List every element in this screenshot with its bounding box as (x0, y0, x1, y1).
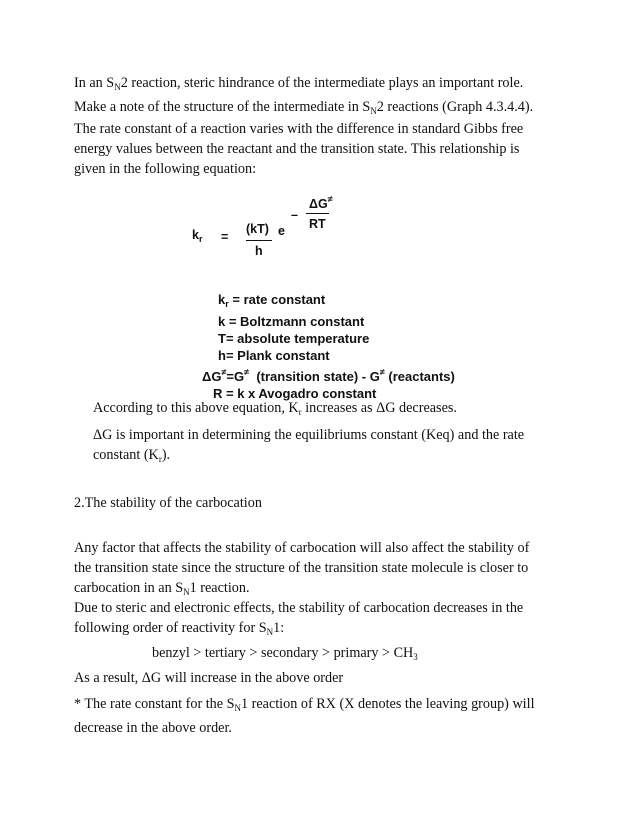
superscript: ≠ (379, 367, 385, 377)
paragraph-line: Any factor that affects the stability of carbocation will also affect the stability of (74, 540, 530, 556)
text-span: (reactants) (384, 369, 455, 384)
equation-exp-numerator (309, 194, 333, 211)
definition-item (202, 291, 502, 313)
text-span: In an S (74, 75, 115, 91)
definition-item: k = Boltzmann constant (218, 314, 365, 329)
paragraph-line: energy values between the reactant and the transition state. This relationship is (74, 141, 520, 157)
definition-item: T= absolute temperature (218, 331, 370, 346)
text-span: increases as ΔG decreases. (301, 400, 457, 416)
subscript: r (298, 407, 302, 417)
paragraph-line: given in the following equation: (74, 161, 257, 177)
paragraph-line: decrease in the above order. (74, 720, 232, 736)
paragraph-line (74, 97, 533, 121)
reactivity-order (152, 643, 418, 667)
paragraph-line (74, 73, 533, 97)
equation-kr (192, 228, 202, 244)
subscript: N (114, 82, 121, 92)
text-span: 1 reaction. (189, 580, 250, 596)
superscript: ≠ (221, 367, 227, 377)
text-span: carbocation in an S (74, 580, 184, 596)
paragraph-steric-electronic (74, 598, 523, 642)
subscript: N (234, 703, 241, 713)
subscript: N (266, 627, 274, 637)
paragraph-line: Due to steric and electronic effects, the stability of carbocation decreases in the (74, 600, 524, 616)
text-span: (transition state) - G (249, 369, 380, 384)
paragraph-line (74, 618, 523, 642)
text-span: benzyl > tertiary > secondary > primary > CH (152, 645, 414, 661)
subscript: N (183, 587, 190, 597)
equation-minus: – (291, 208, 298, 222)
equation-denominator: h (255, 244, 263, 258)
paragraph-delta-g-increase: As a result, ΔG will increase in the above order (74, 670, 344, 686)
superscript: ≠ (327, 194, 333, 204)
paragraph-line: The rate constant of a reaction varies with the difference in standard Gibbs free (74, 121, 524, 137)
text-span: 2 reaction, steric hindrance of the intermediate plays an important role. (120, 75, 524, 91)
text-span: * The rate constant for the S (74, 696, 235, 712)
text-span: ΔG (202, 369, 222, 384)
text-span: ΔG (309, 197, 328, 211)
equation-exp-denominator: RT (309, 217, 326, 231)
paragraph-line: the transition state since the structure of the transition state molecule is closer to (74, 560, 529, 576)
text-span: Make a note of the structure of the intermediate in S (74, 99, 371, 115)
paragraph-rate-constant (74, 119, 523, 179)
paragraph-carbocation-factor (74, 538, 529, 602)
equation-fraction-bar (246, 240, 272, 241)
equation-numerator: (kT) (246, 222, 269, 236)
section-heading: 2.The stability of the carbocation (74, 495, 262, 511)
paragraph-line (74, 694, 535, 718)
subscript: r (158, 454, 162, 464)
definition-item: R = k x Avogadro constant (213, 386, 377, 401)
paragraph-delta-g (93, 425, 524, 469)
text-span: According to this above equation, K (93, 400, 299, 416)
equation-e: e (278, 224, 285, 238)
superscript: ≠ (244, 367, 250, 377)
definition-item: h= Plank constant (218, 348, 330, 363)
equation-exp-bar (306, 213, 329, 214)
definitions-list (202, 291, 502, 402)
equation-equals: = (221, 230, 229, 244)
text-span: = rate constant (228, 292, 326, 307)
paragraph-kr-increase (93, 398, 457, 422)
text-span: 1: (273, 620, 285, 636)
paragraph-line: ΔG is important in determining the equilibriums constant (Keq) and the rate (93, 427, 525, 443)
text-span: 2 reactions (Graph 4.3.4.4). (376, 99, 534, 115)
text-span: ). (161, 447, 171, 463)
text-span: =G (226, 369, 245, 384)
subscript: 3 (413, 652, 418, 662)
subscript: r (225, 299, 229, 309)
paragraph-sn2-steric (74, 73, 533, 121)
subscript: r (198, 234, 203, 244)
text-span: k (218, 292, 226, 307)
paragraph-rate-constant-note (74, 694, 535, 738)
subscript: N (370, 106, 377, 116)
definition-item (202, 364, 502, 385)
paragraph-line (93, 445, 524, 469)
text-span: k (192, 228, 199, 242)
text-span: 1 reaction of RX (X denotes the leaving group) will (240, 696, 535, 712)
text-span: following order of reactivity for S (74, 620, 267, 636)
text-span: constant (K (93, 447, 159, 463)
